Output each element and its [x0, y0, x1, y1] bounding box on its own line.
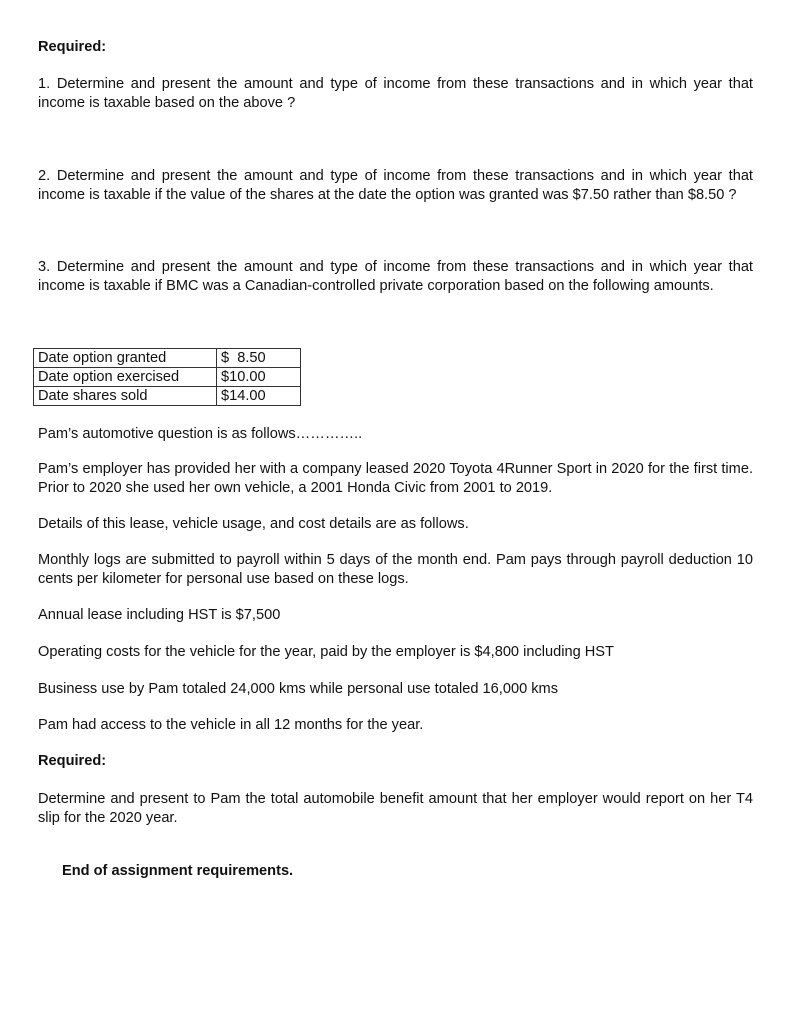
table-row [34, 349, 301, 368]
automotive-access: Pam had access to the vehicle in all 12 months for the year. [38, 717, 424, 733]
automotive-paragraph-details: Details of this lease, vehicle usage, and cost details are as follows. [38, 516, 469, 532]
table-row [34, 368, 301, 387]
automotive-intro: Pam’s automotive question is as follows………….. [38, 426, 363, 442]
table-row [34, 387, 301, 406]
question-3: 3. Determine and present the amount and type of income from these transactions and in which year that income is taxable if BMC was a Canadian-controlled private corporation based on the following amounts. [38, 259, 753, 294]
required-heading-1: Required: [38, 39, 107, 55]
table-cell-value: $ 8.50 [217, 349, 301, 368]
automotive-paragraph-lease: Pam’s employer has provided her with a company leased 2020 Toyota 4Runner Sport in 2020 for the first time. Prior to 2020 she used her own vehicle, a 2001 Honda Civic from 2001 to 2019. [38, 461, 753, 496]
table-cell-label: Date option exercised [34, 368, 217, 387]
automotive-question: Determine and present to Pam the total automobile benefit amount that her employer would report on her T4 slip for the 2020 year. [38, 791, 753, 826]
required-heading-2: Required: [38, 753, 107, 769]
question-1: 1. Determine and present the amount and type of income from these transactions and in which year that income is taxable based on the above ? [38, 76, 753, 111]
table-cell-value: $14.00 [217, 387, 301, 406]
table-cell-label: Date shares sold [34, 387, 217, 406]
end-note: End of assignment requirements. [62, 863, 294, 879]
automotive-usage: Business use by Pam totaled 24,000 kms while personal use totaled 16,000 kms [38, 681, 558, 697]
table-cell-value: $10.00 [217, 368, 301, 387]
automotive-paragraph-logs: Monthly logs are submitted to payroll within 5 days of the month end. Pam pays through payroll deduction 10 cents per kilometer for personal use based on these logs. [38, 552, 753, 587]
automotive-lease-cost: Annual lease including HST is $7,500 [38, 607, 281, 623]
table-cell-label: Date option granted [34, 349, 217, 368]
automotive-operating-costs: Operating costs for the vehicle for the year, paid by the employer is $4,800 including HST [38, 644, 614, 660]
question-2: 2. Determine and present the amount and type of income from these transactions and in which year that income is taxable if the value of the shares at the date the option was granted was $7.50 rather than $8.50 ? [38, 168, 753, 203]
share-values-table [33, 348, 301, 406]
